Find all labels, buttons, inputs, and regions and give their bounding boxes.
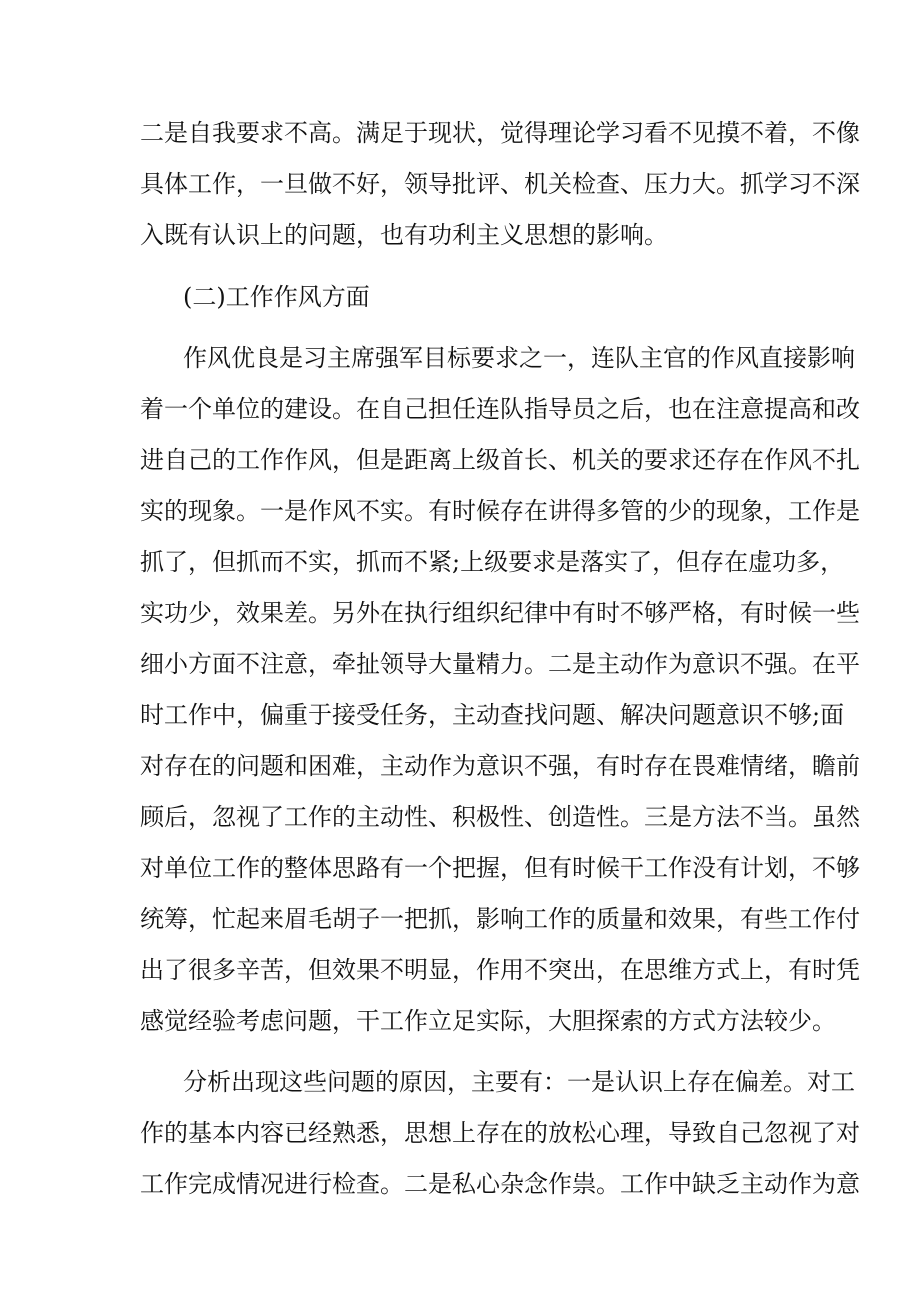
paragraph-line: 统筹，忙起来眉毛胡子一把抓，影响工作的质量和效果，有些工作付 [140, 905, 860, 933]
paragraph-line: 作风优良是习主席强军目标要求之一，连队主官的作风直接影响 [183, 344, 855, 372]
paragraph-line: 顾后，忽视了工作的主动性、积极性、创造性。三是方法不当。虽然 [140, 803, 860, 831]
paragraph-line: 感觉经验考虑问题，干工作立足实际，大胆探索的方式方法较少。 [140, 1007, 836, 1035]
paragraph-line: 抓了，但抓而不实，抓而不紧;上级要求是落实了，但存在虚功多， [140, 548, 845, 576]
paragraph-line: 对存在的问题和困难，主动作为意识不强，有时存在畏难情绪，瞻前 [140, 752, 860, 780]
paragraph-line: 出了很多辛苦，但效果不明显，作用不突出，在思维方式上，有时凭 [140, 956, 860, 984]
paragraph-line: 进自己的工作作风，但是距离上级首长、机关的要求还存在作风不扎 [140, 446, 860, 474]
section-heading: (二)工作作风方面 [183, 283, 370, 311]
paragraph-line: 对单位工作的整体思路有一个把握，但有时候干工作没有计划，不够 [140, 854, 860, 882]
paragraph-line: 工作完成情况进行检查。二是私心杂念作祟。工作中缺乏主动作为意 [140, 1170, 860, 1198]
paragraph-line: 二是自我要求不高。满足于现状，觉得理论学习看不见摸不着，不像 [140, 119, 860, 147]
paragraph-line: 实功少，效果差。另外在执行组织纪律中有时不够严格，有时候一些 [140, 599, 860, 627]
paragraph-line: 分析出现这些问题的原因，主要有：一是认识上存在偏差。对工 [183, 1068, 855, 1096]
paragraph-line: 细小方面不注意，牵扯领导大量精力。二是主动作为意识不强。在平 [140, 650, 860, 678]
paragraph-line: 作的基本内容已经熟悉，思想上存在的放松心理，导致自己忽视了对 [140, 1119, 860, 1147]
paragraph-line: 着一个单位的建设。在自己担任连队指导员之后，也在注意提高和改 [140, 395, 860, 423]
paragraph-line: 入既有认识上的问题，也有功利主义思想的影响。 [140, 221, 668, 249]
paragraph-line: 时工作中，偏重于接受任务，主动查找问题、解决问题意识不够;面 [140, 701, 845, 729]
paragraph-line: 实的现象。一是作风不实。有时候存在讲得多管的少的现象，工作是 [140, 497, 860, 525]
paragraph-line: 具体工作，一旦做不好，领导批评、机关检查、压力大。抓学习不深 [140, 170, 860, 198]
